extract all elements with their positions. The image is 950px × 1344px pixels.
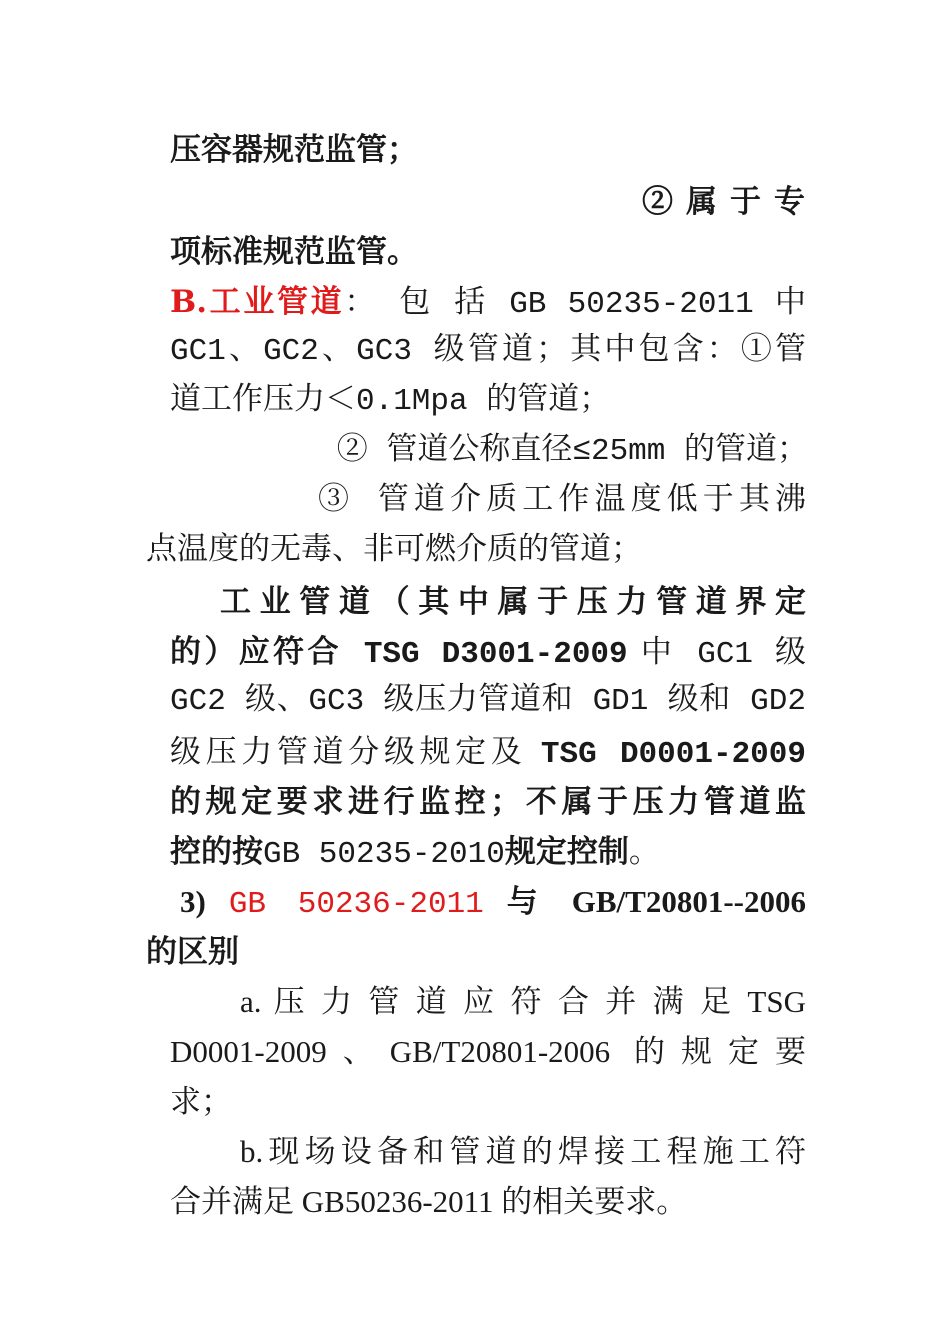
- text-line: 的规定要求进行监控；不属于压力管道监: [170, 784, 806, 820]
- line-text: 压容器规范监管；: [170, 132, 418, 168]
- text-line: ③ 管道介质工作温度低于其沸: [318, 484, 806, 519]
- text-line: ② 管道公称直径≤25mm 的管道；: [336, 434, 808, 469]
- text-line: [170, 125, 810, 175]
- text-line: b.现场设备和管道的焊接工程施工符: [240, 1134, 806, 1169]
- text-line: GC1、GC2、GC3 级管道；其中包含：①管: [170, 334, 806, 369]
- text-line: 工业管道（其中属于压力管道界定: [220, 584, 806, 620]
- line-text-bold: TSG D0001-2009: [540, 737, 806, 772]
- text-line: [170, 227, 810, 277]
- line-text-bold: 规定控制: [504, 834, 629, 870]
- line-text-bold: 与 GB/T20801--2006: [506, 884, 806, 919]
- text-line: 道工作压力＜0.1Mpa 的管道；: [170, 384, 611, 419]
- text-line: 点温度的无毒、非可燃介质的管道；: [146, 534, 642, 569]
- text-line: D0001-2009、GB/T20801-2006 的规定要: [170, 1034, 806, 1069]
- line-text: 中 GC1 级: [640, 637, 807, 672]
- text-line: 求；: [170, 1084, 232, 1119]
- section-heading-industrial-pipeline: B.工业管道: [170, 284, 345, 320]
- text-line: [170, 727, 806, 777]
- text-line: ② 属 于 专: [642, 184, 805, 220]
- line-text: 级压力管道分级规定及: [170, 737, 527, 772]
- line-text-bold: 控的按: [170, 834, 263, 870]
- text-line: a. 压 力 管 道 应 符 合 并 满 足 TSG: [240, 984, 806, 1019]
- line-text: ： 包 括 GB 50235-2011 中: [344, 287, 806, 322]
- text-line: [180, 877, 806, 927]
- text-line: [170, 627, 806, 677]
- text-line: [170, 827, 660, 877]
- line-text: GB 50235-2010: [263, 837, 505, 872]
- line-text: 项标准规范监管。: [170, 234, 418, 270]
- text-line: [170, 277, 806, 327]
- section-heading-difference: 的区别: [146, 934, 239, 970]
- line-text-bold: 的）应符合 TSG D3001-2009: [170, 637, 628, 672]
- standard-code-highlight: GB 50236-2011: [228, 887, 484, 922]
- section-number: 3): [180, 884, 206, 919]
- line-text: 。: [628, 834, 660, 870]
- text-line: GC2 级、GC3 级压力管道和 GD1 级和 GD2: [170, 684, 806, 719]
- text-line: 合并满足 GB50236-2011 的相关要求。: [170, 1184, 688, 1219]
